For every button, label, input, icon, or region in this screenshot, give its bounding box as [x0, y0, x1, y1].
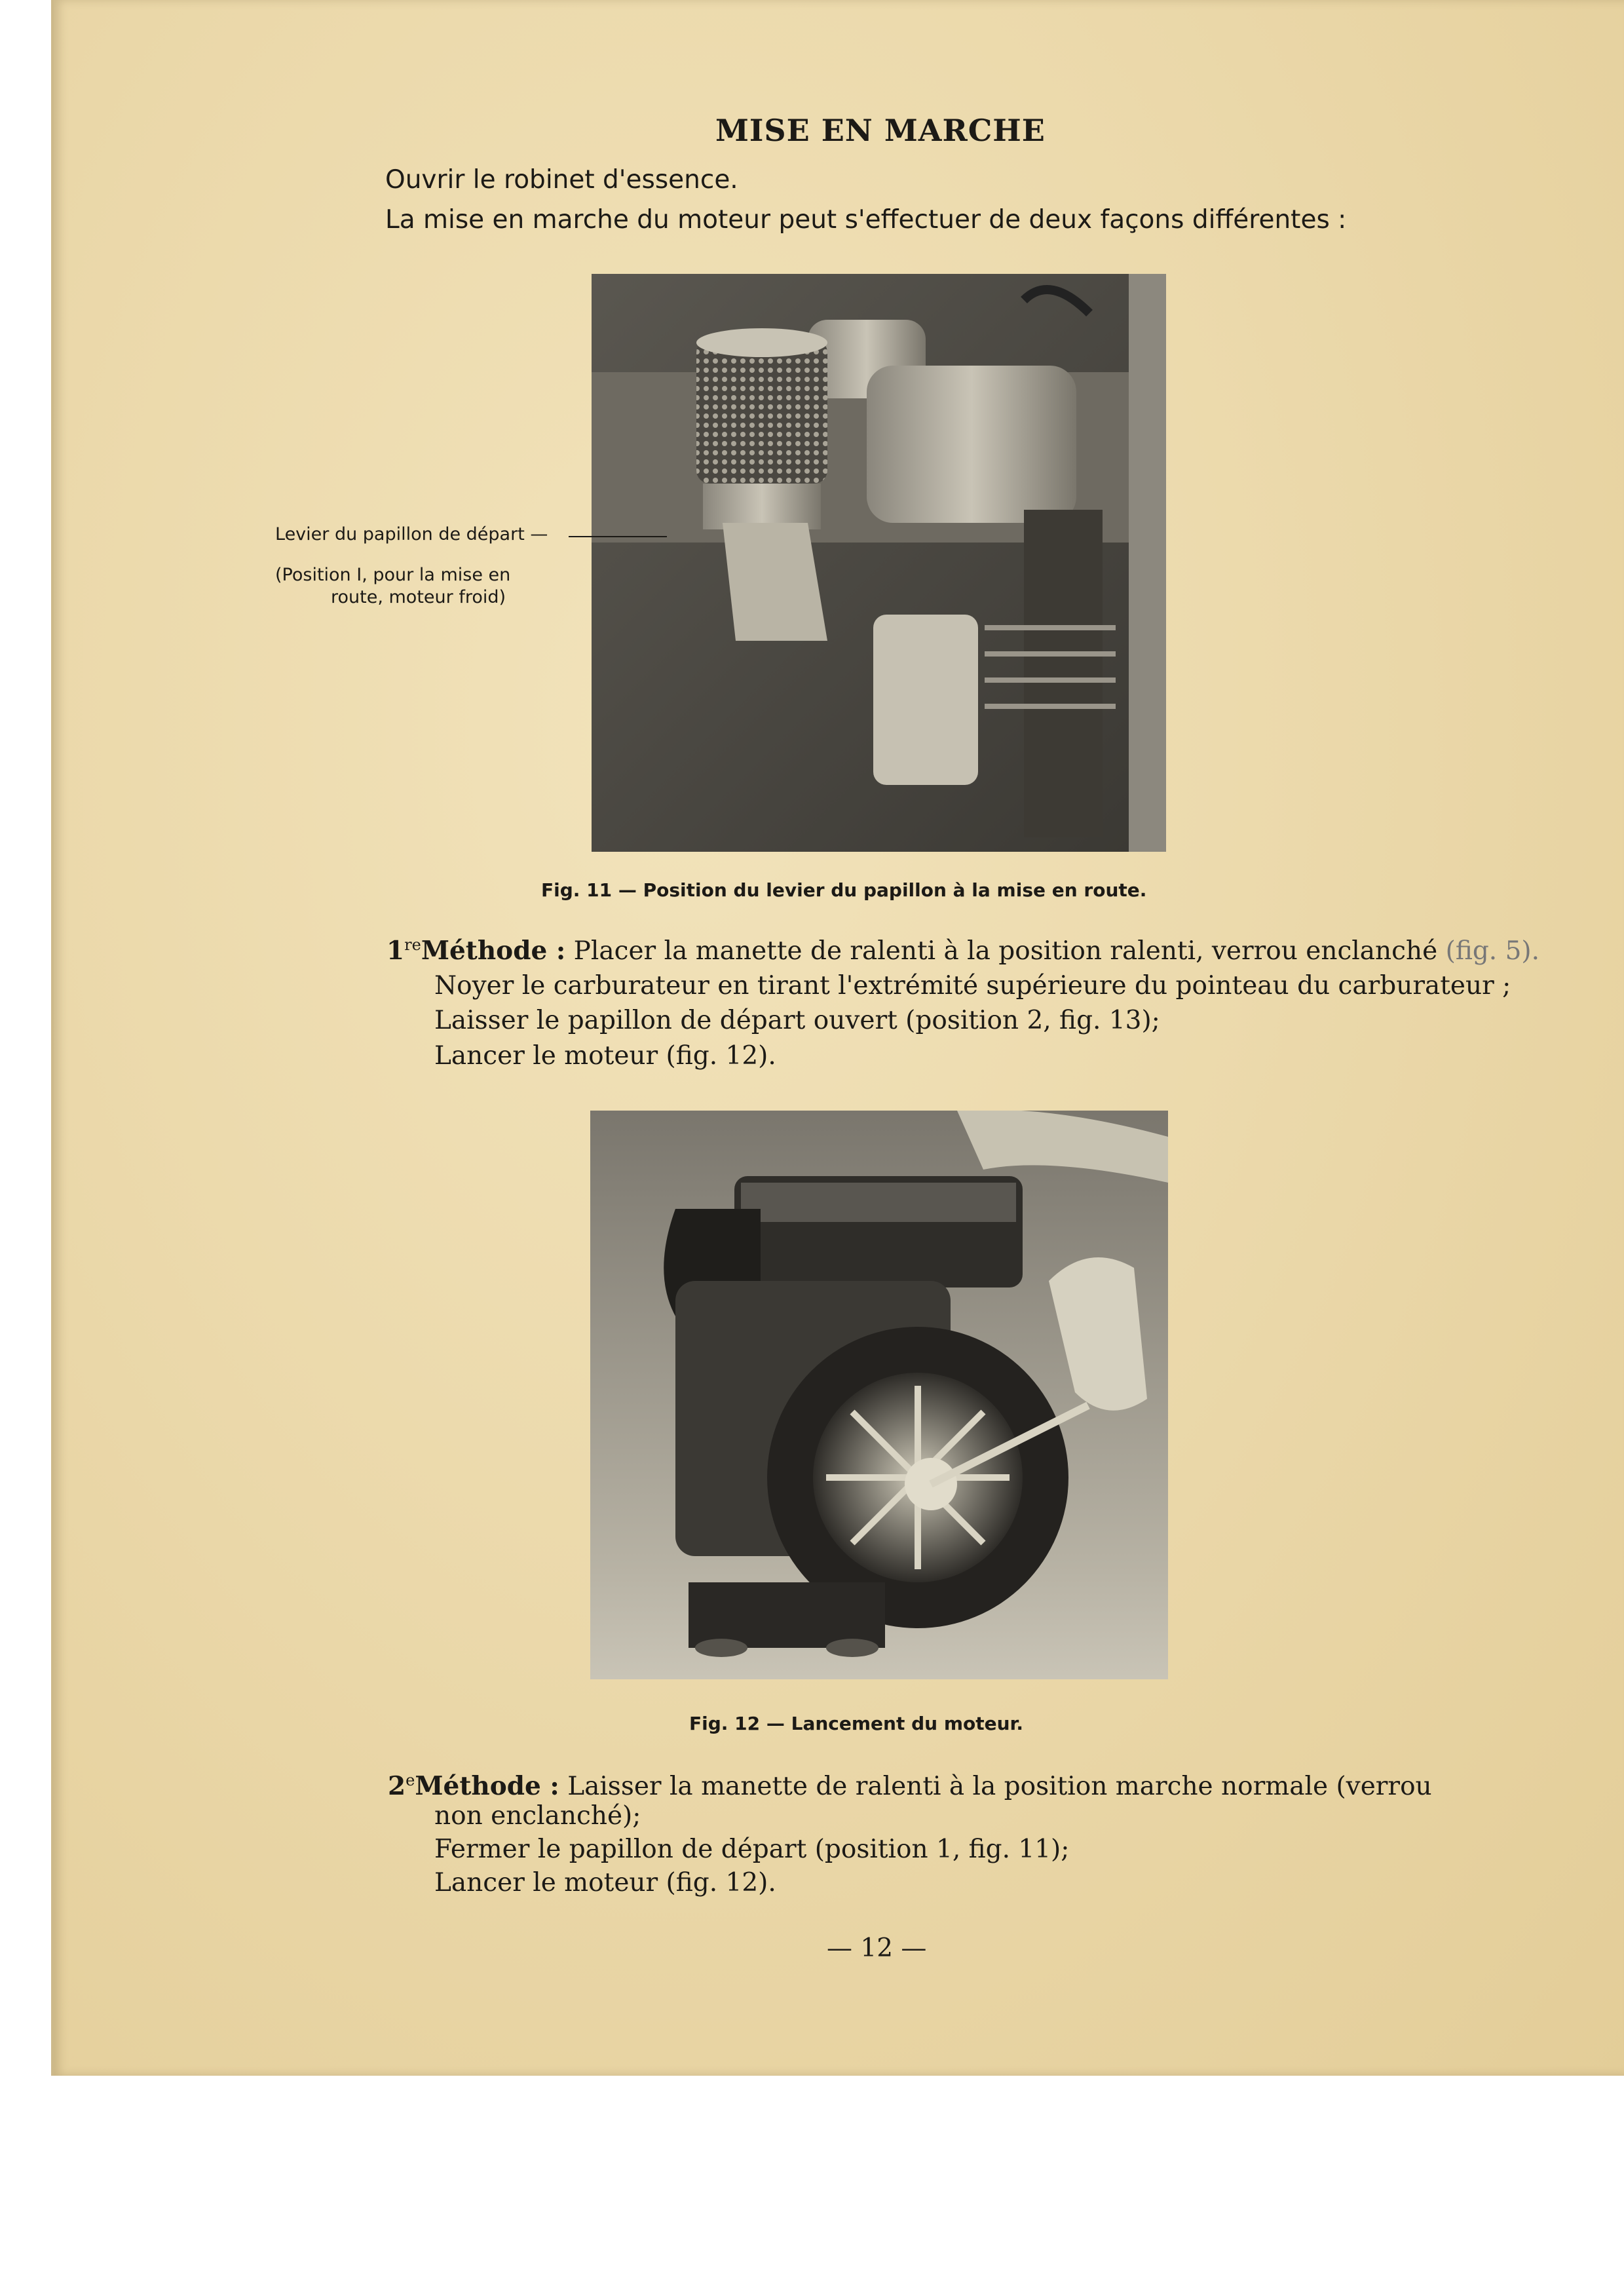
method-1-line-4: Lancer le moteur (fig. 12).	[434, 1041, 776, 1071]
method-1-line-3: Laisser le papillon de départ ouvert (position 2, fig. 13);	[434, 1006, 1160, 1035]
method-2-line-3: Lancer le moteur (fig. 12).	[434, 1868, 776, 1897]
method-1-label-number: 1	[387, 936, 405, 966]
figure-12-photo	[590, 1111, 1168, 1679]
method-2-label: Méthode :	[415, 1771, 559, 1801]
method-1-line-1: Placer la manette de ralenti à la position ralenti, verrou enclanché	[573, 936, 1438, 966]
method-1-line-2: Noyer le carburateur en tirant l'extrémité supérieure du pointeau du carburateur ;	[434, 971, 1511, 1001]
fig11-callout-line-3: route, moteur froid)	[331, 587, 506, 607]
fig11-callout-line-2: (Position I, pour la mise en	[275, 565, 511, 585]
method-2-label-suffix: e	[406, 1771, 415, 1789]
fig11-callout-leader	[569, 536, 667, 537]
figure-11-caption: Fig. 11 — Position du levier du papillon à la mise en route.	[541, 879, 1147, 901]
method-1-label-suffix: re	[404, 936, 421, 954]
figure-11-photo	[592, 274, 1166, 852]
method-2-line-2: Fermer le papillon de départ (position 1, fig. 11);	[434, 1835, 1070, 1864]
intro-line-2: La mise en marche du moteur peut s'effectuer de deux façons différentes :	[385, 205, 1347, 235]
intro-line-1: Ouvrir le robinet d'essence.	[385, 165, 738, 195]
method-2-line-1-continued: non enclanché);	[434, 1801, 641, 1831]
method-2-label-number: 2	[388, 1771, 406, 1801]
method-2-line-1: Laisser la manette de ralenti à la position marche normale (verrou	[567, 1772, 1432, 1801]
page-heading: MISE EN MARCHE	[715, 113, 1046, 148]
figure-12-caption: Fig. 12 — Lancement du moteur.	[689, 1713, 1024, 1734]
method-1-label: Méthode :	[421, 936, 566, 966]
method-1-fig-reference: (fig. 5).	[1445, 936, 1540, 966]
method-2-paragraph	[388, 1771, 1432, 1801]
fig11-callout-line-1: Levier du papillon de départ —	[275, 524, 548, 544]
page-number: — 12 —	[827, 1934, 927, 1963]
method-1-paragraph	[387, 936, 1539, 966]
